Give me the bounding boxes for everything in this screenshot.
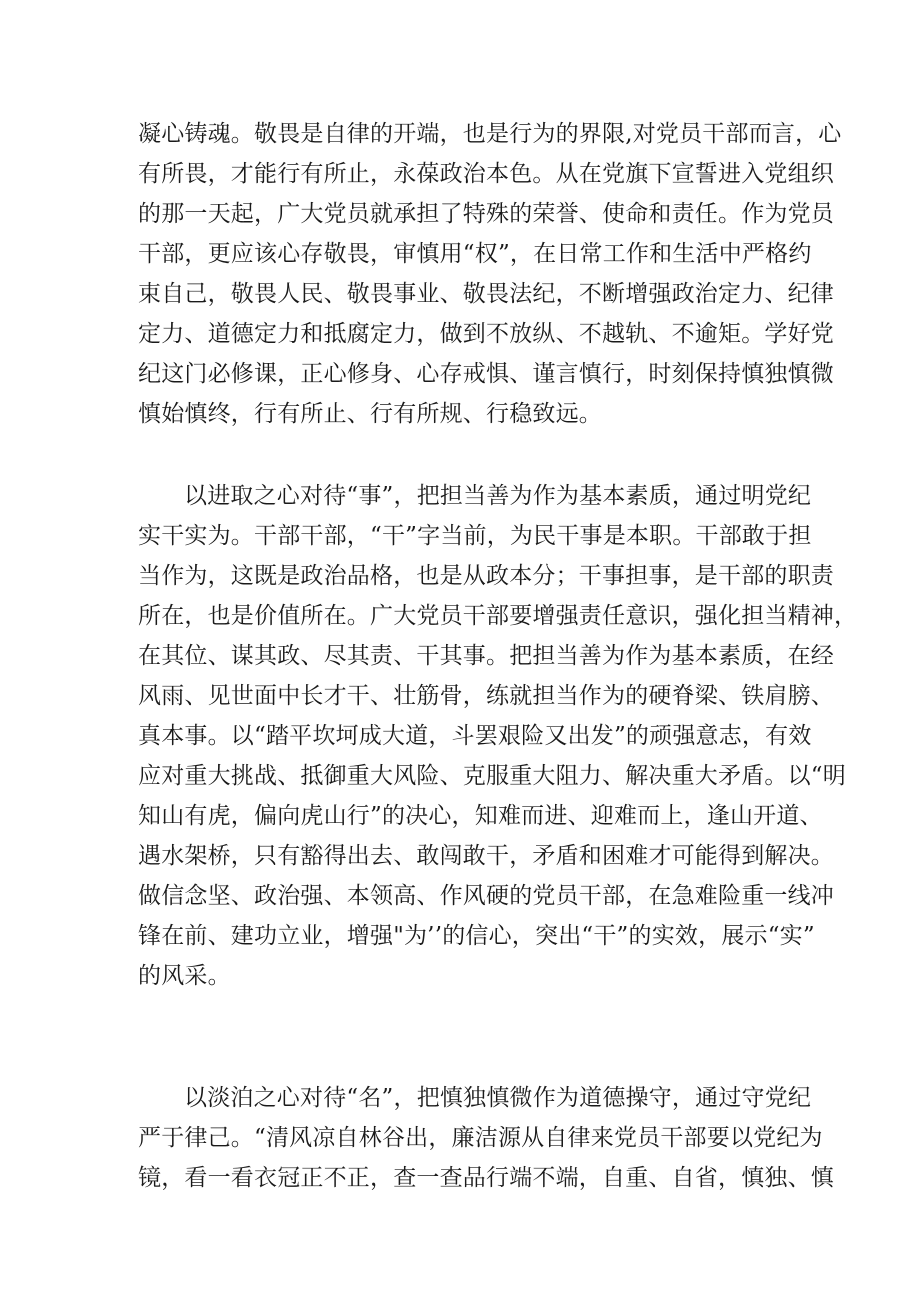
paragraph-tranquil-heart bbox=[138, 1078, 834, 1198]
text-line: 在其位、谋其政、尽其责、干其事。把担当善为作为基本素质，在经 bbox=[138, 643, 834, 669]
text-line: 慎始慎终，行有所止、行有所规、行稳致远。 bbox=[138, 401, 602, 427]
text-line: 定力、道德定力和抵腐定力，做到不放纵、不越轨、不逾矩。学好党 bbox=[138, 321, 834, 347]
text-line: 实干实为。干部干部，“干”字当前，为民干事是本职。干部敢于担 bbox=[138, 523, 812, 549]
text-line: 以进取之心对待“事”，把担当善为作为基本素质，通过明党纪 bbox=[184, 483, 812, 509]
text-line: 风雨、见世面中长才干、壮筋骨，练就担当作为的硬脊梁、铁肩膀、 bbox=[138, 683, 834, 709]
paragraph-discipline-reverence bbox=[138, 114, 842, 434]
text-line: 遇水架桥，只有豁得出去、敢闯敢干，矛盾和困难才可能得到解决。 bbox=[138, 843, 834, 869]
text-line: 的风采。 bbox=[138, 963, 231, 989]
text-line: 束自己，敬畏人民、敬畏事业、敬畏法纪，不断增强政治定力、纪律 bbox=[138, 281, 834, 307]
text-line: 凝心铸魂。敬畏是自律的开端，也是行为的界限,对党员干部而言，心 bbox=[138, 121, 842, 147]
text-line: 严于律己。“清风凉自林谷出，廉洁源从自律来党员干部要以党纪为 bbox=[138, 1125, 823, 1151]
text-line: 有所畏，才能行有所止，永葆政治本色。从在党旗下宣誓进入党组织 bbox=[138, 161, 834, 187]
text-line: 锋在前、建功立业，增强"为’’的信心，突出“干”的实效，展示“实” bbox=[138, 923, 815, 949]
text-line: 干部，更应该心存敬畏，审慎用“权”，在日常工作和生活中严格约 bbox=[138, 241, 812, 267]
text-line: 知山有虎，偏向虎山行”的决心，知难而进、迎难而上，逢山开道、 bbox=[138, 803, 823, 829]
text-line: 纪这门必修课，正心修身、心存戒惧、谨言慎行，时刻保持慎独慎微 bbox=[138, 361, 834, 387]
text-line: 的那一天起，广大党员就承担了特殊的荣誉、使命和责任。作为党员 bbox=[138, 201, 834, 227]
text-line: 以淡泊之心对待“名”，把慎独慎微作为道德操守，通过守党纪 bbox=[184, 1085, 812, 1111]
text-line: 做信念坚、政治强、本领高、作风硬的党员干部，在急难险重一线冲 bbox=[138, 883, 834, 909]
text-line: 当作为，这既是政治品格，也是从政本分；干事担事，是干部的职责 bbox=[138, 563, 834, 589]
text-line: 真本事。以“踏平坎坷成大道，斗罢艰险又出发”的顽强意志，有效 bbox=[138, 723, 812, 749]
paragraph-enterprising-heart bbox=[138, 476, 858, 996]
text-line: 所在，也是价值所在。广大党员干部要增强责任意识，强化担当精神， bbox=[138, 603, 858, 629]
text-line: 应对重大挑战、抵御重大风险、克服重大阻力、解决重大矛盾。以“明 bbox=[138, 763, 846, 789]
text-line: 镜，看一看衣冠正不正，查一查品行端不端，自重、自省，慎独、慎 bbox=[138, 1165, 834, 1191]
